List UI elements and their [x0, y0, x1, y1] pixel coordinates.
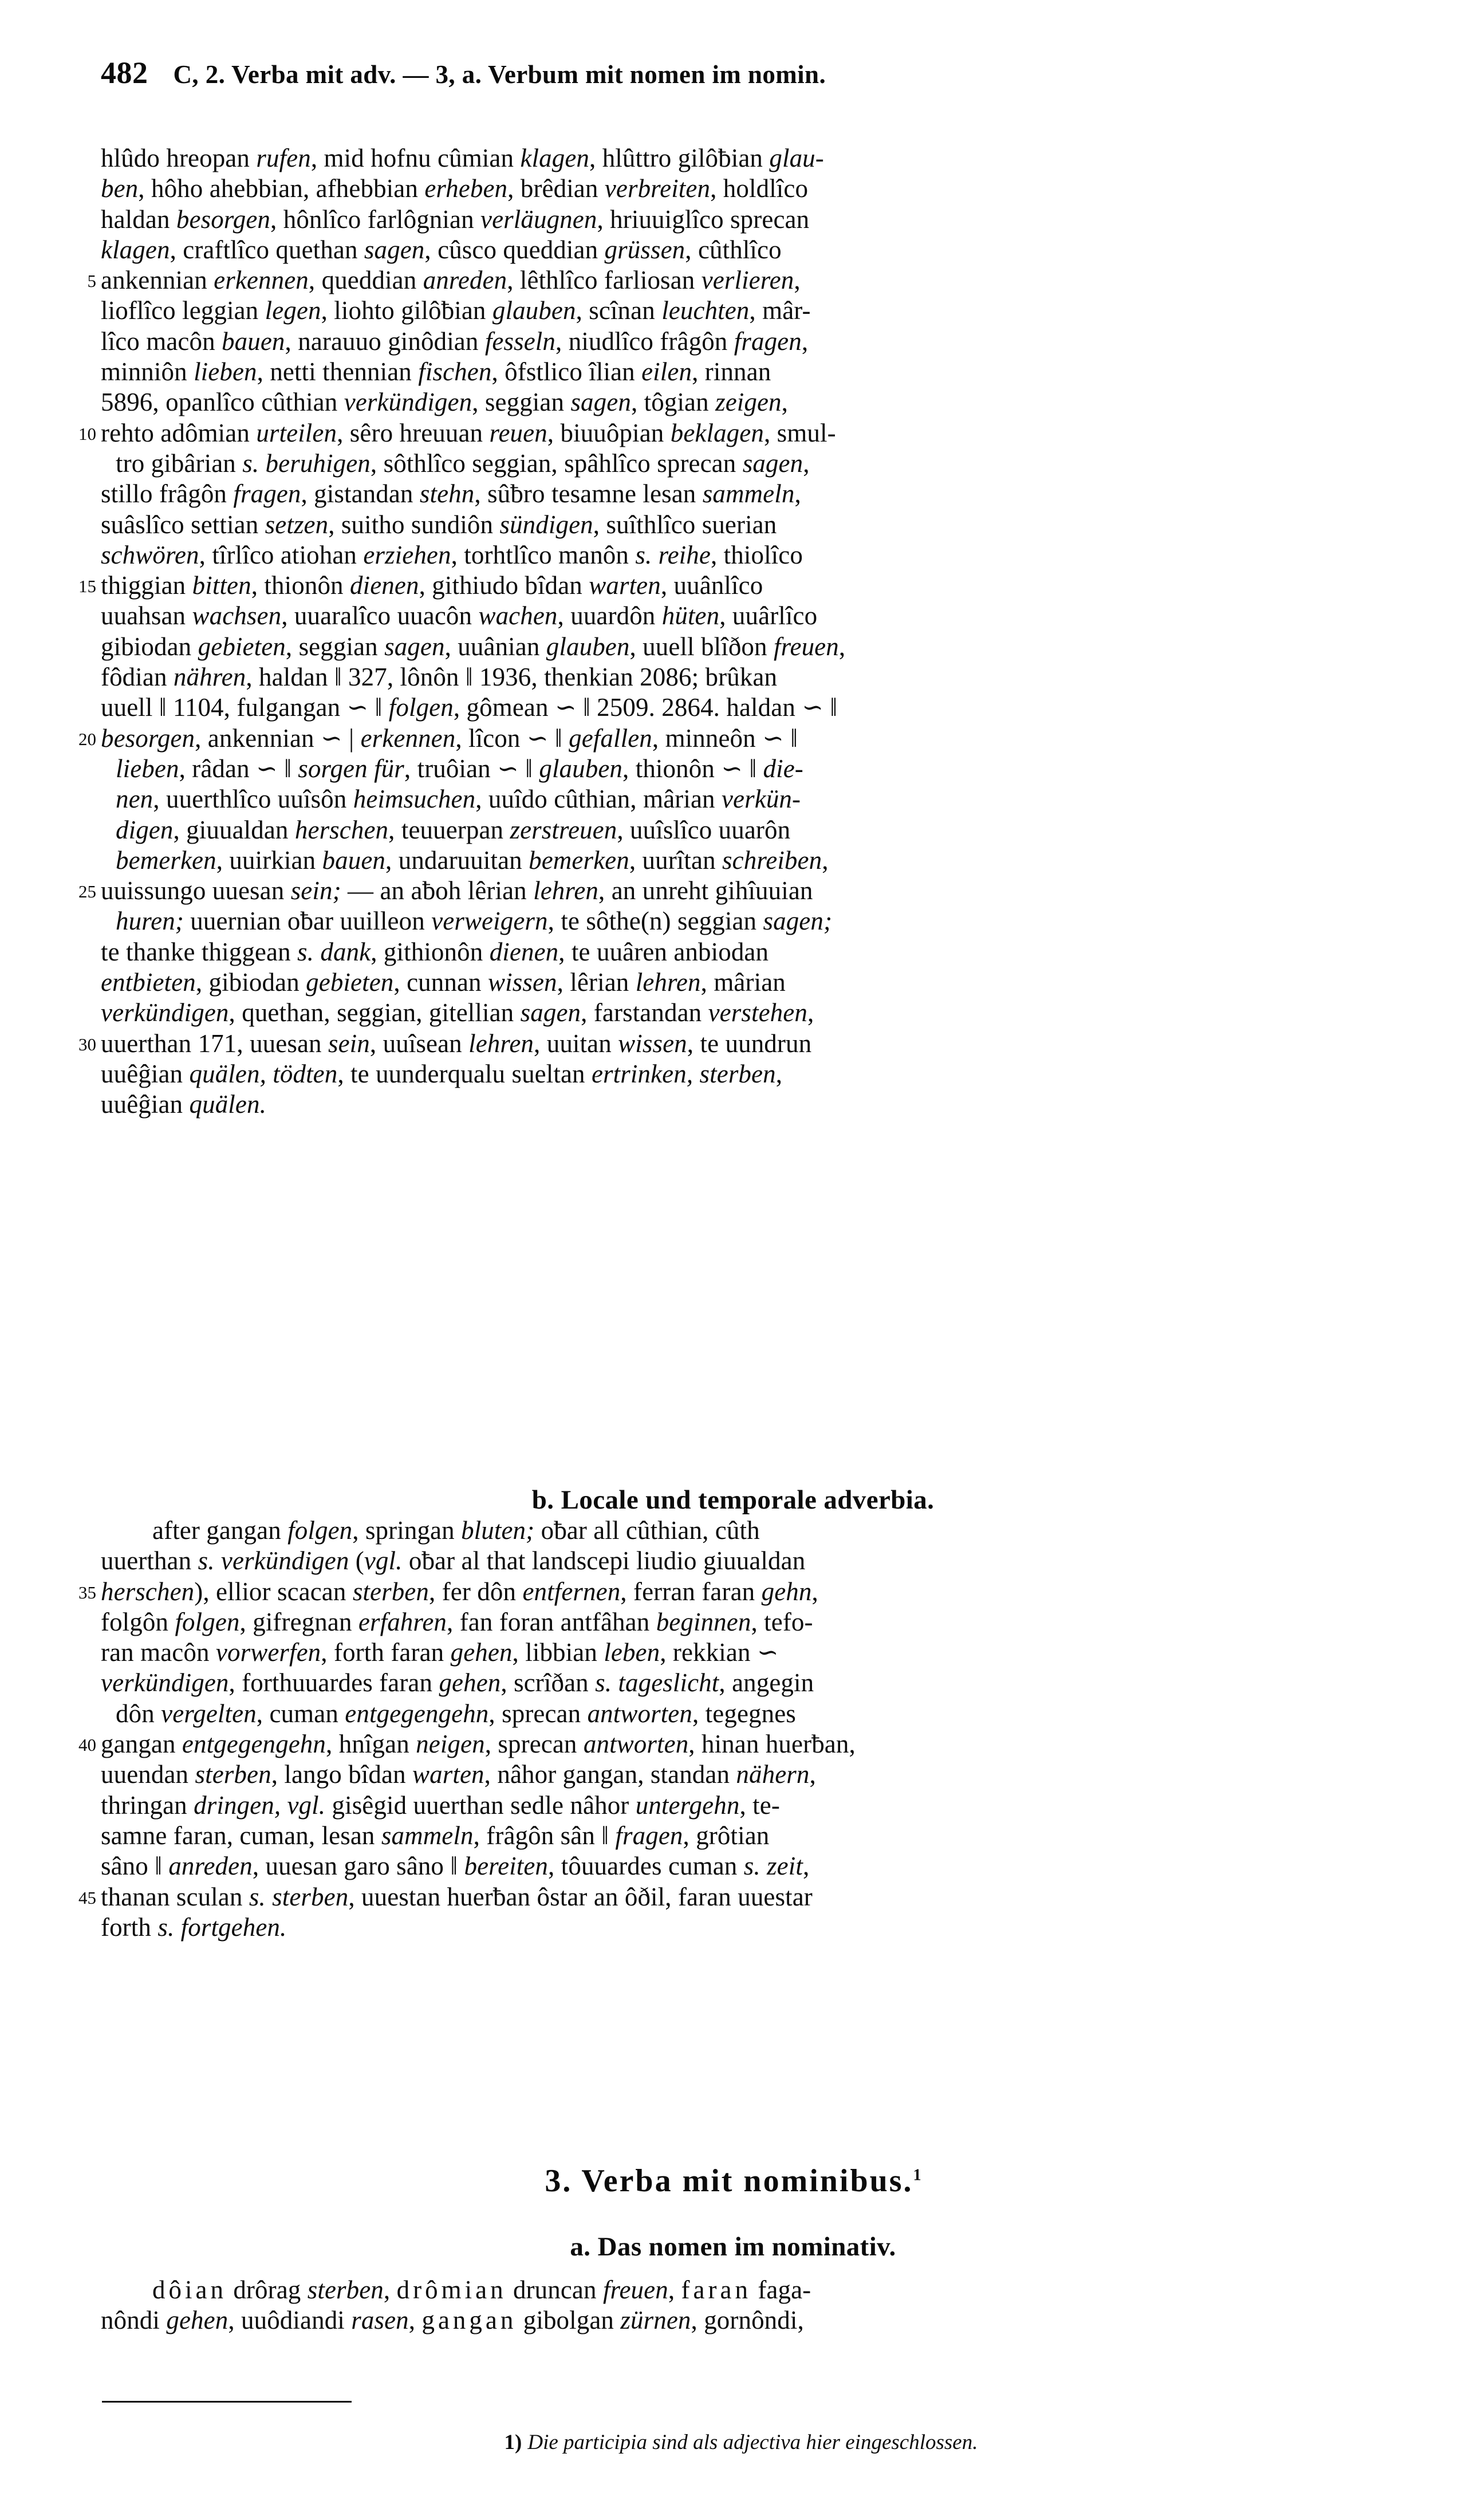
line-content: lioflîco leggian legen, liohto gilôƀian glauben, scînan leuchten, mâr- [101, 296, 811, 325]
text-line [101, 784, 1381, 814]
text-line [101, 357, 1381, 387]
page-number: 482 [101, 56, 148, 90]
line-number: 40 [78, 1735, 96, 1755]
line-content: gibiodan gebieten, seggian sagen, uuânian glauben, uuell blîðon freuen, [101, 632, 846, 661]
heading-das-nomen-im-nominativ: a. Das nomen im nominativ. [570, 2232, 896, 2262]
line-content: nen, uuerthlîco uuîsôn heimsuchen, uuîdo cûthian, mârian verkün- [116, 785, 801, 814]
footnote-reference-mark: 1 [913, 2166, 921, 2184]
text-line [78, 1882, 1381, 1912]
text-line [101, 1759, 1381, 1790]
text-line [101, 1089, 1381, 1120]
line-content: thanan sculan s. sterben, uuestan huerƀan ôstar an ôðil, faran uuestar [101, 1882, 813, 1911]
line-content: lieben, râdan ∽ ‖ sorgen für, truôian ∽ ‖ glauben, thionôn ∽ ‖ die- [116, 754, 803, 783]
text-line [101, 1607, 1381, 1637]
line-content: rehto adômian urteilen, sêro hreuuan reuen, biuuôpian beklagen, smul- [101, 418, 836, 447]
section-a-lines [78, 143, 1381, 1120]
text-line [101, 510, 1381, 540]
text-line [78, 876, 1381, 906]
text-line [101, 1637, 1381, 1668]
text-line [78, 1029, 1381, 1059]
line-number: 45 [78, 1887, 96, 1908]
line-content: gangan entgegengehn, hnîgan neigen, sprecan antworten, hinan huerƀan, [101, 1730, 856, 1759]
text-line [78, 570, 1381, 601]
text-line [101, 143, 1381, 174]
text-line [101, 692, 1381, 723]
line-content: stillo frâgôn fragen, gistandan stehn, sûƀro tesamne lesan sammeln, [101, 479, 801, 509]
text-line [101, 1059, 1381, 1089]
line-content: lîco macôn bauen, narauuo ginôdian fesseln, niudlîco frâgôn fragen, [101, 326, 809, 356]
text-line [78, 1577, 1381, 1607]
text-line [101, 1912, 1381, 1943]
text-line [101, 1790, 1381, 1821]
line-content: fôdian nähren, haldan ‖ 327, lônôn ‖ 1936, thenkian 2086; brûkan [101, 663, 778, 692]
line-content: 5896, opanlîco cûthian verkündigen, seggian sagen, tôgian zeigen, [101, 388, 788, 417]
line-content: uuell ‖ 1104, fulgangan ∽ ‖ folgen, gômean ∽ ‖ 2509. 2864. haldan ∽ ‖ [101, 693, 838, 722]
line-content: thringan dringen, vgl. gisêgid uuerthan sedle nâhor untergehn, te- [101, 1790, 780, 1820]
text-line [101, 1821, 1381, 1851]
line-content: uuissungo uuesan sein; — an aƀoh lêrian lehren, an unreht gihîuuian [101, 876, 813, 905]
line-number: 30 [78, 1034, 96, 1054]
text-line [101, 296, 1381, 326]
text-line [101, 2275, 1381, 2305]
text-line [101, 479, 1381, 509]
line-number: 15 [78, 576, 96, 597]
text-line [101, 998, 1381, 1028]
heading-verba-mit-nominibus [0, 2163, 1466, 2199]
line-content: dôn vergelten, cuman entgegengehn, sprecan antworten, tegegnes [116, 1699, 796, 1728]
line-content: uuahsan wachsen, uuaralîco uuacôn wachen, uuardôn hüten, uuârlîco [101, 601, 818, 631]
line-content: besorgen, ankennian ∽ | erkennen, lîcon ∽ ‖ gefallen, minneôn ∽ ‖ [101, 723, 798, 753]
text-line [101, 845, 1381, 876]
line-content: ankennian erkennen, queddian anreden, lêthlîco farliosan verlieren, [101, 266, 801, 295]
text-line [87, 265, 1381, 296]
line-content: schwören, tîrlîco atiohan erziehen, torhtlîco manôn s. reihe, thiolîco [101, 540, 803, 569]
line-number: 25 [78, 881, 96, 902]
line-content: folgôn folgen, gifregnan erfahren, fan foran antfâhan beginnen, tefo- [101, 1607, 813, 1636]
line-content: thiggian bitten, thionôn dienen, githiudo bîdan warten, uuânlîco [101, 571, 763, 600]
line-number: 5 [87, 271, 96, 292]
line-content: uuerthan 171, uuesan sein, uuîsean lehren, uuitan wissen, te uundrun [101, 1029, 812, 1058]
line-content: bemerken, uuirkian bauen, undaruuitan bemerken, uurîtan schreiben, [116, 845, 829, 875]
running-title: C, 2. Verba mit adv. — 3, a. Verbum mit nomen im nomin. [173, 60, 826, 89]
line-content: uuêĝian quälen, tödten, te uunderqualu sueltan ertrinken, sterben, [101, 1059, 783, 1088]
line-content: uuendan sterben, lango bîdan warten, nâhor gangan, standan nähern, [101, 1760, 816, 1789]
text-line [78, 723, 1381, 754]
heading-verba-mit-nominibus-text: 3. Verba mit nominibus. [545, 2163, 913, 2199]
line-content: minniôn lieben, netti thennian fischen, ôfstlico îlian eilen, rinnan [101, 357, 771, 387]
section-c-lines [101, 2275, 1381, 2336]
line-content: ran macôn vorwerfen, forth faran gehen, libbian leben, rekkian ∽ [101, 1638, 779, 1667]
text-line [101, 326, 1381, 357]
line-content: nôndi gehen, uuôdiandi rasen, gangan gibolgan zürnen, gornôndi, [101, 2306, 804, 2335]
line-content: klagen, craftlîco quethan sagen, cûsco queddian grüssen, cûthlîco [101, 235, 782, 264]
line-content: tro gibârian s. beruhigen, sôthlîco seggian, spâhlîco sprecan sagen, [116, 448, 810, 478]
text-line [101, 2305, 1381, 2336]
text-line [78, 418, 1381, 448]
text-line [101, 1668, 1381, 1698]
text-line [101, 937, 1381, 967]
footnote [101, 2428, 1381, 2457]
text-line [78, 1729, 1381, 1759]
line-content: haldan besorgen, hônlîco farlôgnian verläugnen, hriuuiglîco sprecan [101, 204, 810, 234]
text-line [101, 754, 1381, 784]
text-line [101, 174, 1381, 204]
text-line [101, 967, 1381, 998]
text-line [101, 1851, 1381, 1881]
line-content: hlûdo hreopan rufen, mid hofnu cûmian klagen, hlûttro gilôƀian glau- [101, 144, 824, 172]
line-content: suâslîco settian setzen, suitho sundiôn sündigen, suîthlîco suerian [101, 510, 777, 539]
line-content: huren; uuernian oƀar uuilleon verweigern, te sôthe(n) seggian sagen; [116, 907, 833, 936]
text-line [101, 204, 1381, 235]
heading-locale-temporale-adverbia: b. Locale und temporale adverbia. [531, 1485, 935, 1515]
running-head [0, 55, 1466, 90]
text-line [101, 601, 1381, 631]
line-content: entbieten, gibiodan gebieten, cunnan wissen, lêrian lehren, mârian [101, 968, 786, 997]
text-line [101, 540, 1381, 570]
text-line [101, 1546, 1381, 1576]
footnote-rule [102, 2401, 352, 2403]
line-content: digen, giuualdan herschen, teuuerpan zerstreuen, uuîslîco uuarôn [116, 815, 791, 844]
line-content: after gangan folgen, springan bluten; oƀar all cûthian, cûth [152, 1516, 760, 1545]
line-number: 20 [78, 729, 96, 749]
line-content: samne faran, cuman, lesan sammeln, frâgôn sân ‖ fragen, grôtian [101, 1821, 770, 1850]
line-content: dôian drôrag sterben, drômian druncan freuen, faran faga- [152, 2275, 811, 2304]
text-line [101, 1515, 1381, 1546]
line-content: te thanke thiggean s. dank, githionôn dienen, te uuâren anbiodan [101, 937, 769, 966]
text-line [101, 815, 1381, 845]
footnote-marker: 1) [504, 2431, 522, 2454]
section-b-lines [78, 1515, 1381, 1943]
text-line [101, 662, 1381, 692]
text-line [101, 235, 1381, 265]
text-line [101, 906, 1381, 936]
text-line [101, 1699, 1381, 1729]
line-content: verkündigen, forthuuardes faran gehen, scrîðan s. tageslicht, angegin [101, 1668, 814, 1698]
footnote-text: Die participia sind als adjectiva hier eingeschlossen. [527, 2431, 978, 2454]
line-content: forth s. fortgehen. [101, 1912, 287, 1942]
line-content: uuerthan s. verkündigen (vgl. oƀar al that landscepi liudio giuualdan [101, 1546, 806, 1576]
line-content: sâno ‖ anreden, uuesan garo sâno ‖ bereiten, tôuuardes cuman s. zeit, [101, 1852, 810, 1881]
line-content: verkündigen, quethan, seggian, gitellian sagen, farstandan verstehen, [101, 998, 814, 1027]
line-number: 35 [78, 1582, 96, 1602]
line-content: ben, hôho ahebbian, afhebbian erheben, brêdian verbreiten, holdlîco [101, 174, 809, 203]
line-content: herschen), ellior scacan sterben, fer dôn entfernen, ferran faran gehn, [101, 1577, 818, 1606]
text-line [101, 632, 1381, 662]
line-content: uuêĝian quälen. [101, 1090, 266, 1119]
text-line [101, 448, 1381, 479]
text-line [101, 387, 1381, 418]
line-number: 10 [78, 423, 96, 444]
